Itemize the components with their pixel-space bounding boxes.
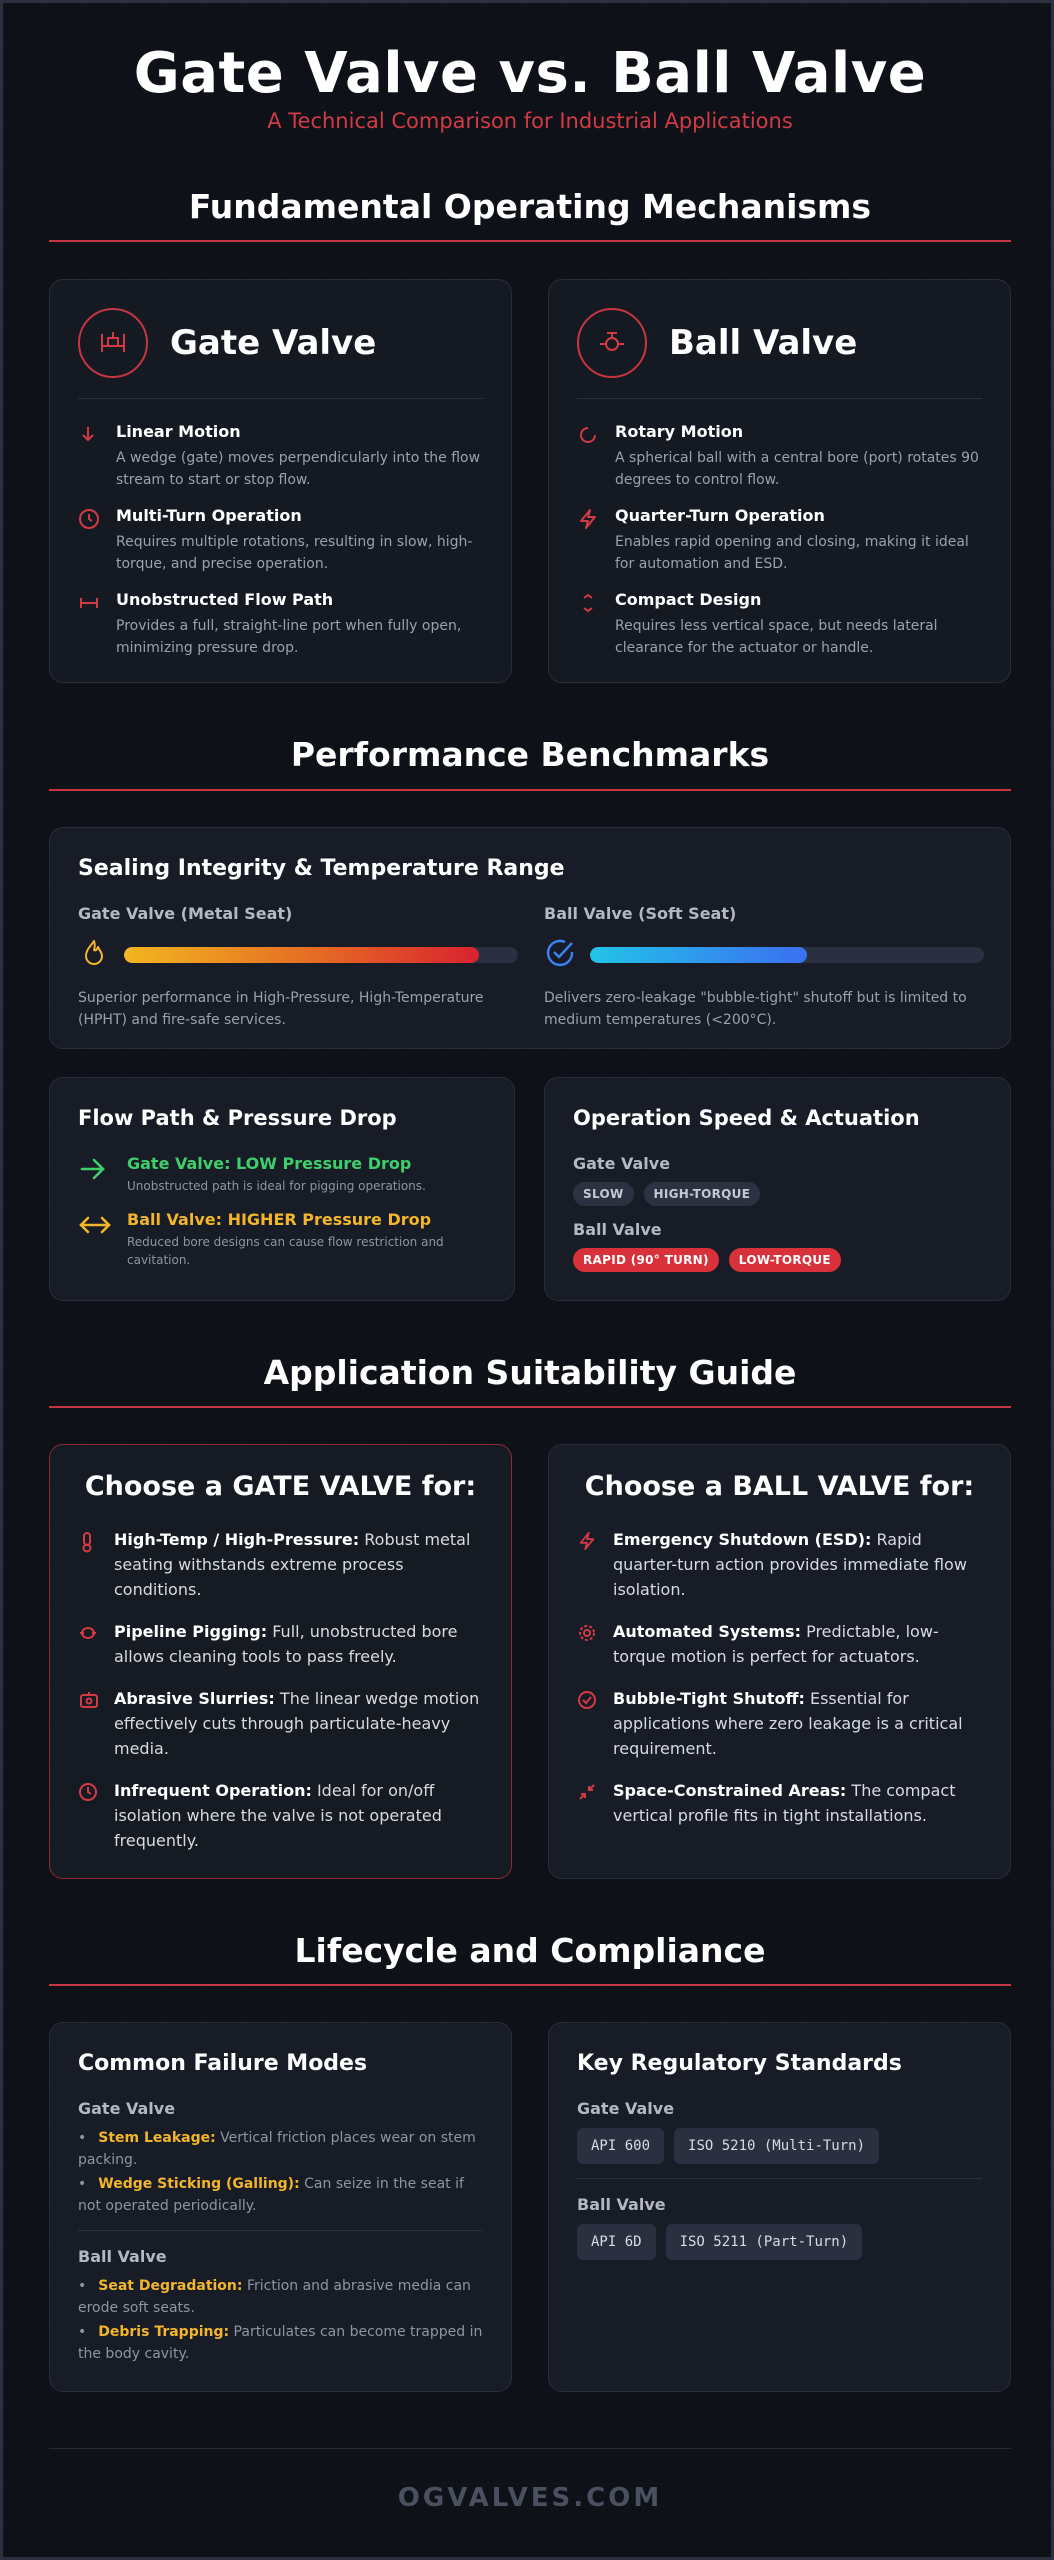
flow-item-gate [78, 1154, 494, 1195]
standards-gate-label: Gate Valve [577, 2099, 675, 2118]
failure-text: Particulates can become trapped in the body cavity. [78, 2324, 483, 2362]
ball-sealing-fill [590, 947, 807, 963]
section-title-lifecycle: Lifecycle and Compliance [294, 1931, 766, 1970]
mechanism-item [577, 506, 982, 575]
mechanism-desc: Provides a full, straight-line port when fully open, minimizing pressure drop. [116, 618, 462, 656]
failure-ball-label: Ball Valve [78, 2247, 167, 2266]
sealing-title: Sealing Integrity & Temperature Range [78, 856, 565, 881]
gate-sealing-label: Gate Valve (Metal Seat) [78, 904, 293, 923]
suitability-key: Bubble-Tight Shutoff: [613, 1689, 805, 1708]
gate-sealing-fill [124, 947, 479, 963]
mechanism-item [78, 422, 483, 491]
flow-ball-title: Ball Valve: HIGHER Pressure Drop [127, 1210, 432, 1229]
mechanism-title: Compact Design [615, 590, 762, 609]
failure-key: Debris Trapping: [98, 2324, 230, 2340]
speed-gate-label: Gate Valve [573, 1154, 671, 1173]
mechanism-desc: A spherical ball with a central bore (port) rotates 90 degrees to control flow. [615, 450, 979, 488]
lightning-icon [577, 1527, 613, 1602]
compress-icon [577, 1778, 613, 1828]
gate-valve-icon [78, 308, 148, 378]
suitability-text: Essential for applications where zero leakage is a critical requirement. [613, 1689, 963, 1758]
flame-icon [78, 937, 110, 973]
suitability-item [577, 1527, 984, 1602]
mechanism-desc: Enables rapid opening and closing, making it ideal for automation and ESD. [615, 534, 969, 572]
failure-modes-card [49, 2022, 512, 2392]
clock-icon [78, 1778, 114, 1853]
mechanism-item [577, 590, 982, 659]
compress-vertical-icon [577, 590, 615, 659]
suitability-text: Robust metal seating withstands extreme process conditions. [114, 1530, 471, 1599]
mechanism-item [78, 590, 483, 659]
section-title-suitability: Application Suitability Guide [263, 1353, 797, 1392]
suitability-item [78, 1619, 485, 1669]
failure-key: Wedge Sticking (Galling): [98, 2176, 300, 2192]
suitability-item [577, 1619, 984, 1669]
thermometer-icon [78, 1527, 114, 1602]
failure-item: • Wedge Sticking (Galling): Can seize in the seat if not operated periodically. [78, 2176, 464, 2214]
standard-badge: API 600 [577, 2128, 664, 2164]
ball-suitability-card [548, 1444, 1011, 1879]
ball-valve-icon [577, 308, 647, 378]
ball-sealing-bar [590, 947, 984, 963]
ball-speed-tags [573, 1248, 841, 1272]
section-divider [49, 240, 1011, 242]
suitability-key: Automated Systems: [613, 1622, 801, 1641]
ball-suitability-heading: Choose a BALL VALVE for: [584, 1471, 975, 1502]
failure-item: • Seat Degradation: Friction and abrasive media can erode soft seats. [78, 2278, 471, 2316]
standards-title: Key Regulatory Standards [577, 2051, 902, 2076]
lightning-icon [577, 506, 615, 575]
failure-modes-title: Common Failure Modes [78, 2051, 368, 2076]
suitability-text: Rapid quarter-turn action provides immediate flow isolation. [613, 1530, 967, 1599]
failure-text: Can seize in the seat if not operated periodically. [78, 2176, 464, 2214]
standard-badge: ISO 5210 (Multi-Turn) [674, 2128, 879, 2164]
failure-gate-label: Gate Valve [78, 2099, 176, 2118]
mechanism-title: Unobstructed Flow Path [116, 590, 334, 609]
suitability-key: High-Temp / High-Pressure: [114, 1530, 360, 1549]
gate-standards [577, 2128, 879, 2164]
suitability-item [78, 1778, 485, 1853]
footer-divider [49, 2448, 1011, 2449]
mechanism-item [78, 506, 483, 575]
gate-suitability-heading: Choose a GATE VALVE for: [84, 1471, 477, 1502]
flow-gate-desc: Unobstructed path is ideal for pigging operations. [127, 1179, 426, 1193]
suitability-item [78, 1686, 485, 1761]
section-divider [49, 1984, 1011, 1986]
sealing-card [49, 827, 1011, 1049]
page-title: Gate Valve vs. Ball Valve [133, 41, 927, 106]
speed-ball-label: Ball Valve [573, 1220, 662, 1239]
failure-item: • Stem Leakage: Vertical friction places wear on stem packing. [78, 2130, 476, 2168]
mechanism-title: Rotary Motion [615, 422, 744, 441]
gate-suitability-card [49, 1444, 512, 1879]
gate-sealing-column [78, 904, 518, 1031]
speed-tag: SLOW [573, 1182, 634, 1206]
speed-tag: RAPID (90° TURN) [573, 1248, 719, 1272]
speed-card [544, 1077, 1011, 1301]
suitability-item [577, 1778, 984, 1828]
mechanism-desc: A wedge (gate) moves perpendicularly into the flow stream to start or stop flow. [116, 450, 481, 488]
suitability-text: Full, unobstructed bore allows cleaning tools to pass freely. [114, 1622, 458, 1666]
suitability-key: Pipeline Pigging: [114, 1622, 268, 1641]
flow-item-ball [78, 1210, 494, 1269]
ball-sealing-desc: Delivers zero-leakage "bubble-tight" shutoff but is limited to medium temperatures (<200°C). [544, 990, 967, 1028]
suitability-item [78, 1527, 485, 1602]
page-subtitle: A Technical Comparison for Industrial Applications [267, 109, 793, 133]
pig-icon [78, 1619, 114, 1669]
mechanism-desc: Requires less vertical space, but needs lateral clearance for the actuator or handle. [615, 618, 938, 656]
suitability-key: Emergency Shutdown (ESD): [613, 1530, 872, 1549]
gate-speed-tags [573, 1182, 760, 1206]
mechanism-title: Quarter-Turn Operation [615, 506, 825, 525]
section-title-benchmarks: Performance Benchmarks [290, 735, 770, 774]
standards-card [548, 2022, 1011, 2392]
failure-key: Seat Degradation: [98, 2278, 243, 2294]
divider [577, 398, 982, 399]
mechanism-title: Linear Motion [116, 422, 241, 441]
ball-sealing-column [544, 904, 984, 1031]
flow-gate-title: Gate Valve: LOW Pressure Drop [127, 1154, 412, 1173]
suitability-item [577, 1686, 984, 1761]
gate-sealing-bar [124, 947, 518, 963]
speed-tag: LOW-TORQUE [729, 1248, 841, 1272]
section-divider [49, 1406, 1011, 1408]
speed-tag: HIGH-TORQUE [644, 1182, 761, 1206]
footer-brand: OGVALVES.COM [397, 2483, 663, 2513]
gate-card-title: Gate Valve [170, 323, 377, 363]
standards-ball-label: Ball Valve [577, 2195, 666, 2214]
ball-standards [577, 2224, 862, 2260]
gate-mechanism-card [49, 279, 512, 683]
check-circle-icon [544, 937, 576, 973]
standard-badge: API 6D [577, 2224, 656, 2260]
speed-title: Operation Speed & Actuation [573, 1106, 920, 1130]
slurry-icon [78, 1686, 114, 1761]
section-divider [49, 789, 1011, 791]
standard-badge: ISO 5211 (Part-Turn) [666, 2224, 863, 2260]
suitability-key: Abrasive Slurries: [114, 1689, 275, 1708]
arrows-left-right-icon [78, 1210, 127, 1269]
suitability-text: The compact vertical profile fits in tight installations. [613, 1781, 956, 1825]
suitability-key: Space-Constrained Areas: [613, 1781, 847, 1800]
arrows-horizontal-icon [78, 590, 116, 659]
divider [78, 2230, 483, 2231]
divider [577, 2178, 982, 2179]
ball-mechanism-card [548, 279, 1011, 683]
suitability-text: Ideal for on/off isolation where the valve is not operated frequently. [114, 1781, 442, 1850]
arrow-down-icon [78, 422, 116, 491]
flow-ball-desc: Reduced bore designs can cause flow restriction and cavitation. [127, 1235, 444, 1267]
suitability-text: The linear wedge motion effectively cuts through particulate-heavy media. [114, 1689, 480, 1758]
mechanism-desc: Requires multiple rotations, resulting in slow, high-torque, and precise operation. [116, 534, 473, 572]
suitability-key: Infrequent Operation: [114, 1781, 312, 1800]
gear-icon [577, 1619, 613, 1669]
failure-text: Friction and abrasive media can erode soft seats. [78, 2278, 471, 2316]
failure-text: Vertical friction places wear on stem packing. [78, 2130, 476, 2168]
flow-title: Flow Path & Pressure Drop [78, 1106, 397, 1130]
divider [78, 398, 483, 399]
mechanism-title: Multi-Turn Operation [116, 506, 302, 525]
gate-sealing-desc: Superior performance in High-Pressure, High-Temperature (HPHT) and fire-safe services. [78, 990, 484, 1028]
arrow-right-icon [78, 1154, 127, 1195]
flow-card [49, 1077, 515, 1301]
clock-icon [78, 506, 116, 575]
mechanism-item [577, 422, 982, 491]
section-title-mechanisms: Fundamental Operating Mechanisms [188, 187, 872, 226]
rotate-icon [577, 422, 615, 491]
ball-sealing-label: Ball Valve (Soft Seat) [544, 904, 737, 923]
suitability-text: Predictable, low-torque motion is perfect for actuators. [613, 1622, 939, 1666]
failure-item: • Debris Trapping: Particulates can become trapped in the body cavity. [78, 2324, 483, 2362]
check-circle-icon [577, 1686, 613, 1761]
failure-key: Stem Leakage: [98, 2130, 216, 2146]
ball-card-title: Ball Valve [669, 323, 858, 363]
